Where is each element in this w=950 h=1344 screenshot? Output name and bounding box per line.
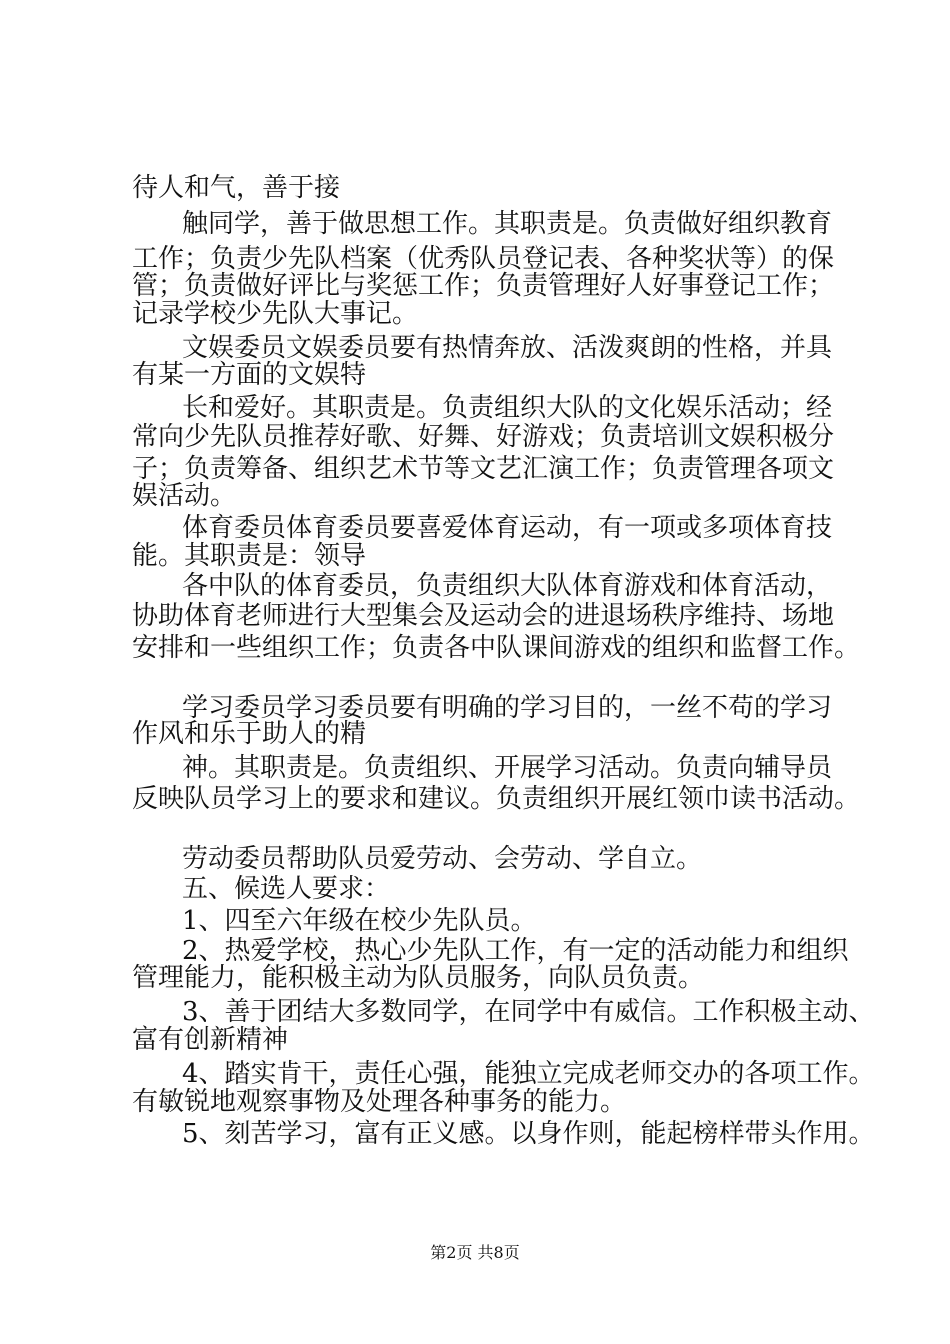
text-line: 作风和乐于助人的精 xyxy=(132,719,367,749)
text-line: 触同学，善于做思想工作。其职责是。负责做好组织教育 xyxy=(182,209,833,239)
text-line: 能。其职责是：领导 xyxy=(132,541,367,571)
text-line: 五、候选人要求： xyxy=(182,874,391,904)
text-line: 体育委员体育委员要喜爱体育运动，有一项或多项体育技 xyxy=(182,513,833,543)
text-line: 4、踏实肯干，责任心强，能独立完成老师交办的各项工作。 xyxy=(182,1059,875,1089)
text-line: 安排和一些组织工作；负责各中队课间游戏的组织和监督工作。 xyxy=(132,633,861,663)
page-footer: 第2页 共8页 xyxy=(430,1243,520,1262)
text-line: 劳动委员帮助队员爱劳动、会劳动、学自立。 xyxy=(182,844,703,874)
text-line: 1、四至六年级在校少先队员。 xyxy=(182,906,537,936)
text-line: 富有创新精神 xyxy=(132,1025,289,1055)
text-line: 子；负责筹备、组织艺术节等文艺汇演工作；负责管理各项文 xyxy=(132,454,835,484)
text-line: 文娱委员文娱委员要有热情奔放、活泼爽朗的性格，并具 xyxy=(182,333,833,363)
text-line: 常向少先队员推荐好歌、好舞、好游戏；负责培训文娱积极分 xyxy=(132,422,835,452)
text-line: 管理能力，能积极主动为队员服务，向队员负责。 xyxy=(132,963,705,993)
text-line: 管；负责做好评比与奖惩工作；负责管理好人好事登记工作； xyxy=(132,271,835,301)
text-line: 3、善于团结大多数同学，在同学中有威信。工作积极主动、 xyxy=(182,997,875,1027)
text-line: 工作；负责少先队档案（优秀队员登记表、各种奖状等）的保 xyxy=(132,244,835,274)
text-line: 2、热爱学校，热心少先队工作，有一定的活动能力和组织 xyxy=(182,936,849,966)
text-line: 长和爱好。其职责是。负责组织大队的文化娱乐活动；经 xyxy=(182,393,833,423)
text-line: 各中队的体育委员，负责组织大队体育游戏和体育活动， xyxy=(182,571,833,601)
text-line: 娱活动。 xyxy=(132,481,237,511)
text-line: 记录学校少先队大事记。 xyxy=(132,299,419,329)
text-line: 反映队员学习上的要求和建议。负责组织开展红领巾读书活动。 xyxy=(132,784,861,814)
text-line: 待人和气，善于接 xyxy=(132,173,341,203)
text-line: 协助体育老师进行大型集会及运动会的进退场秩序维持、场地 xyxy=(132,601,835,631)
text-line: 5、刻苦学习，富有正义感。以身作则，能起榜样带头作用。 xyxy=(182,1119,875,1149)
text-line: 有敏锐地观察事物及处理各种事务的能力。 xyxy=(132,1087,627,1117)
text-line: 神。其职责是。负责组织、开展学习活动。负责向辅导员 xyxy=(182,753,833,783)
text-line: 学习委员学习委员要有明确的学习目的，一丝不苟的学习 xyxy=(182,693,833,723)
text-line: 有某一方面的文娱特 xyxy=(132,360,367,390)
